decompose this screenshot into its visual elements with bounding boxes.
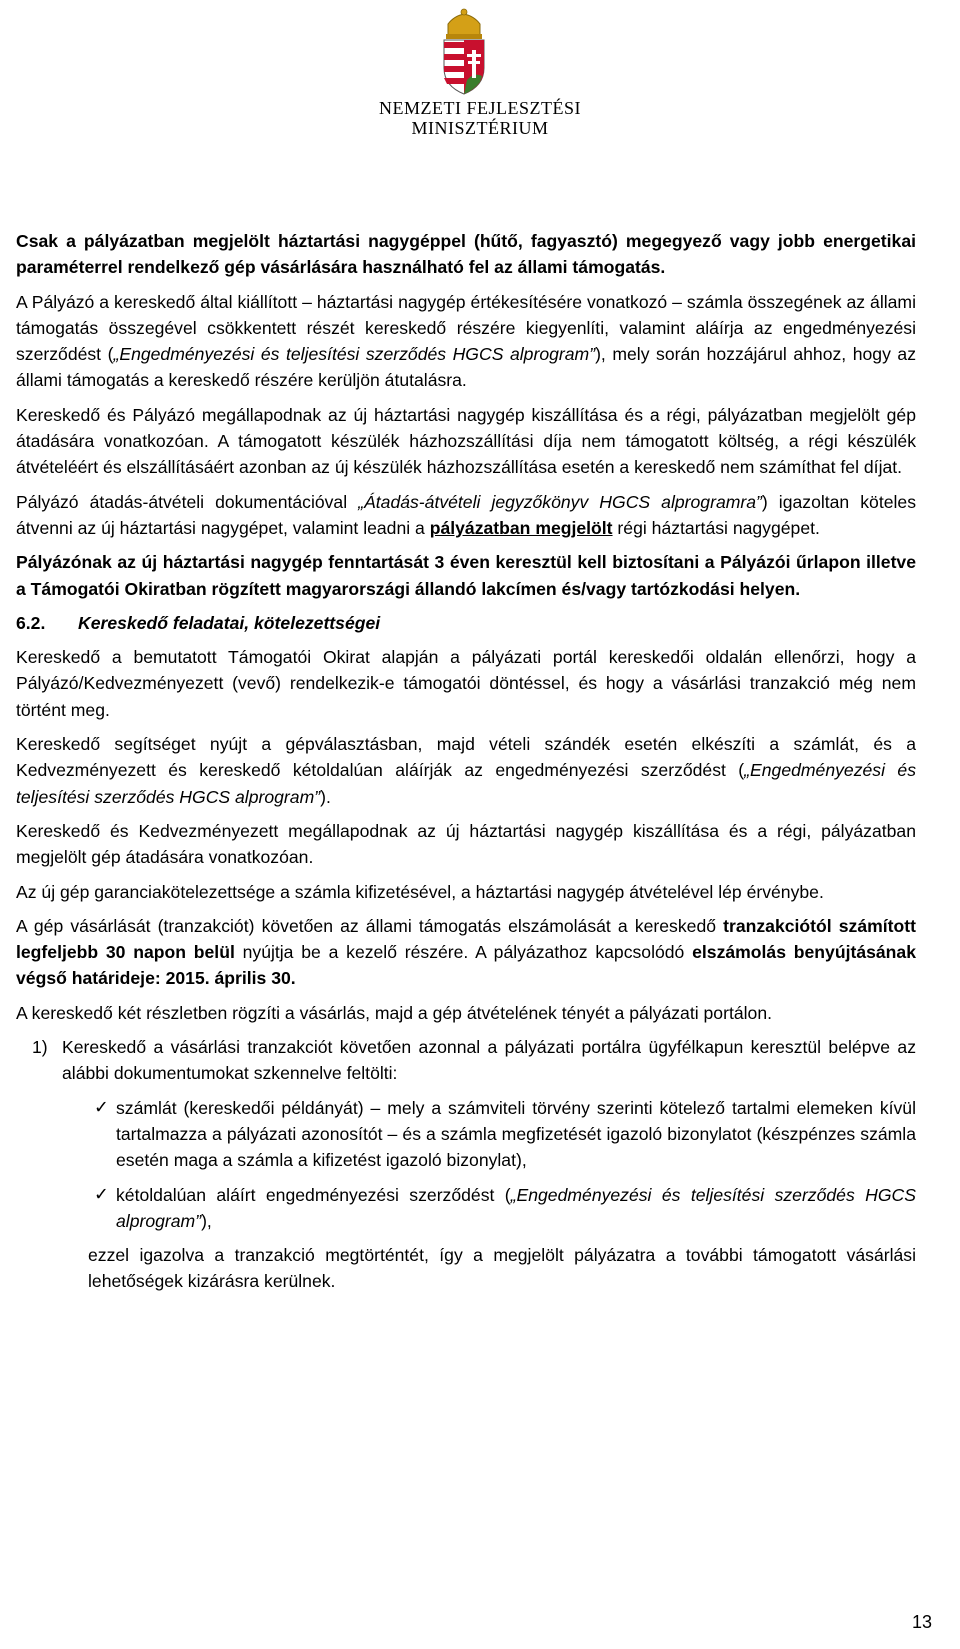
paragraph-7: Kereskedő segítséget nyújt a gépválasztásban, majd vételi szándék esetén elkészíti a számlát, és a Kedvezményezett és kereskedő kétoldalúan aláírják az engedményezési szerződést („Engedményezési és teljesítési szerződés HGCS alprogram”). [16, 734, 916, 807]
underlined-emphasis: pályázatban megjelölt [429, 517, 613, 538]
paragraph-10: A gép vásárlását (tranzakciót) követően az állami támogatás elszámolását a kereskedő tranzakciótól számított legfeljebb 30 napon belül nyújtja be a kezelő részére. A pályázathoz kapcsolódó elszámolás benyújtásának végső határideje: 2015. április 30. [16, 915, 916, 989]
document-body [16, 228, 916, 1303]
ministry-logo [0, 0, 960, 150]
org-name-line1: NEMZETI FEJLESZTÉSI [379, 98, 581, 118]
deadline-text: elszámolás benyújtásának végső határideje: 2015. április 30. [16, 942, 916, 989]
paragraph-9: Az új gép garanciakötelezettsége a számla kifizetésével, a háztartási nagygép átvételével lép érvénybe. [16, 881, 824, 902]
section-title: Kereskedő feladatai, kötelezettségei [78, 612, 381, 633]
contract-title: „Engedményezési és teljesítési szerződés HGCS alprogram” [113, 344, 596, 365]
paragraph-11: A kereskedő két részletben rögzíti a vásárlás, majd a gép átvételének tényét a pályázati portálon. [16, 1002, 772, 1023]
paragraph-6: Kereskedő a bemutatott Támogatói Okirat alapján a pályázati portál kereskedői oldalán ellenőrzi, hogy a Pályázó/Kedvezményezett (vevő) rendelkezik-e támogatói döntéssel, és hogy a vásárlási tranzakció még nem történt meg. [16, 647, 916, 720]
checkmark-icon: ✓ [94, 1097, 109, 1118]
checklist-item: ✓ kétoldalúan aláírt engedményezési szerződést („Engedményezési és teljesítési szerződés HGCS alprogram”), [16, 1182, 916, 1235]
paragraph-1: Csak a pályázatban megjelölt háztartási nagygéppel (hűtő, fagyasztó) megegyező vagy jobb energetikai paraméterrel rendelkező gép vásárlására használható fel az állami támogatás. [16, 231, 916, 278]
org-name-line2: MINISZTÉRIUM [411, 118, 549, 138]
hungarian-coat-of-arms-icon [434, 6, 494, 96]
paragraph-4: Pályázó átadás-átvételi dokumentációval „Átadás-átvételi jegyzőkönyv HGCS alprogramra”) igazoltan köteles átvenni az új háztartási nagygépet, valamint leadni a pályázatban megjelölt régi háztartási nagygépet. [16, 491, 916, 538]
section-number: 6.2. [16, 612, 46, 633]
contract-title: „Engedményezési és teljesítési szerződés HGCS alprogram” [16, 760, 916, 807]
page-number: 13 [911, 1612, 932, 1632]
list-marker: 1) [32, 1037, 48, 1058]
paragraph-3: Kereskedő és Pályázó megállapodnak az új háztartási nagygép kiszállítása és a régi, pályázatban megjelölt gép átadására vonatkozóan. A támogatott készülék házhozszállítási díja nem támogatott költség, a régi készülék átvételéért és elszállításáért azonban az új készülék házhozszállítása esetén a kereskedő nem számíthat fel díjat. [16, 404, 916, 478]
paragraph-8: Kereskedő és Kedvezményezett megállapodnak az új háztartási nagygép kiszállítása és a régi, pályázatban megjelölt gép átadására vonatkozóan. [16, 820, 916, 868]
checkmark-icon: ✓ [94, 1184, 109, 1205]
protocol-title: „Átadás-átvételi jegyzőkönyv HGCS alprogramra” [358, 491, 762, 512]
checklist-item: ✓ számlát (kereskedői példányát) – mely a számviteli törvény szerinti kötelező tartalmi elemeken kívül tartalmazza a pályázati azonosítót – és a számla megfizetését igazoló bizonylatot (készpénzes számla esetén maga a számla a kifizetést igazoló bizonylat), [16, 1095, 916, 1174]
paragraph-12: ezzel igazolva a tranzakció megtörténtét, így a megjelölt pályázatra a további támogatott vásárlási lehetőségek kizárásra kerülnek. [88, 1245, 916, 1292]
section-heading [16, 610, 916, 636]
paragraph-5: Pályázónak az új háztartási nagygép fenntartását 3 éven keresztül kell biztosítani a Pályázói űrlapon illetve a Támogatói Okiratban rögzített magyarországi állandó lakcímen és/vagy tartózkodási helyen. [16, 552, 916, 599]
list-item: 1) Kereskedő a vásárlási tranzakciót követően azonnal a pályázati portálra ügyfélkapun keresztül belépve az alábbi dokumentumokat szkennelve feltölti: [16, 1034, 916, 1087]
contract-title: „Engedményezési és teljesítési szerződés HGCS alprogram” [116, 1184, 916, 1231]
paragraph-2: A Pályázó a kereskedő által kiállított – háztartási nagygép értékesítésére vonatkozó – számla összegének az állami támogatás összegével csökkentett részét kereskedő részére kiegyenlíti, valamint aláírja az engedményezési szerződést („Engedményezési és teljesítési szerződés HGCS alprogram”), mely során hozzájárul ahhoz, hogy az állami támogatás a kereskedő részére kerüljön átutalásra. [16, 291, 916, 391]
